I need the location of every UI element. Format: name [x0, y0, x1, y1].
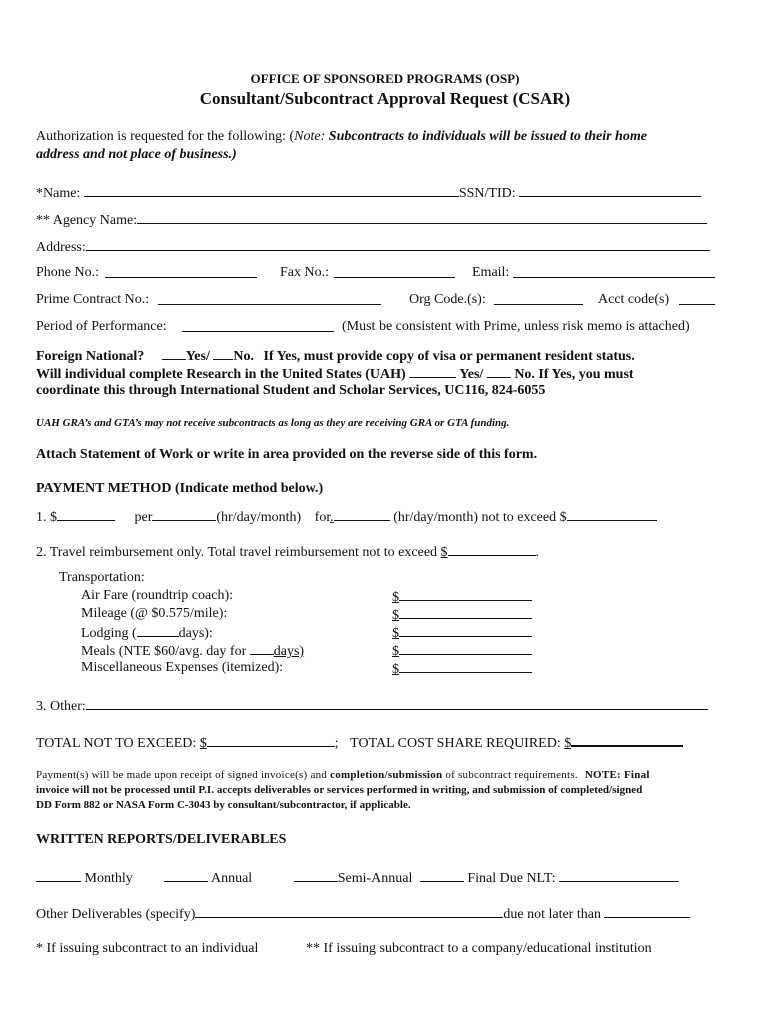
- semi-annual-field[interactable]: [294, 868, 338, 882]
- period-note: (Must be consistent with Prime, unless risk memo is attached): [342, 319, 690, 334]
- meals-label: Meals (NTE $60/avg. day for days): [81, 641, 304, 660]
- final-due-blank[interactable]: [420, 868, 464, 882]
- period-field-wrap: [182, 318, 334, 337]
- reports-heading: WRITTEN REPORTS/DELIVERABLES: [36, 832, 287, 847]
- travel-limit-field[interactable]: [448, 542, 536, 556]
- agency-field[interactable]: [137, 210, 707, 224]
- acct-field-wrap: [679, 291, 715, 310]
- prime-label: Prime Contract No.:: [36, 292, 150, 307]
- monthly-field[interactable]: [36, 868, 81, 882]
- gra-note: UAH GRA’s and GTA’s may not receive subcontracts as long as they are receiving GRA or GTA funding.: [36, 417, 510, 429]
- acct-label: Acct code(s): [598, 292, 670, 307]
- lodging-days-field[interactable]: [137, 623, 179, 637]
- agency-row: [36, 210, 707, 229]
- ssn-field[interactable]: [519, 183, 701, 197]
- other-label: 3. Other:: [36, 699, 86, 714]
- rate-field[interactable]: [57, 507, 115, 521]
- airfare-label: Air Fare (roundtrip coach):: [81, 588, 233, 603]
- intro-line-1: Authorization is requested for the following: (Note: Subcontracts to individuals will be issued to their home: [36, 129, 647, 144]
- other-row: [36, 696, 708, 715]
- due-date-field[interactable]: [604, 904, 690, 918]
- foreign-no-field[interactable]: [213, 346, 233, 360]
- misc-label: Miscellaneous Expenses (itemized):: [81, 660, 284, 675]
- org-field[interactable]: [494, 291, 583, 305]
- lodging-amount[interactable]: $: [392, 623, 532, 642]
- address-field[interactable]: [86, 237, 710, 251]
- fax-field[interactable]: [334, 264, 455, 278]
- period-label: Period of Performance:: [36, 319, 167, 334]
- misc-amount[interactable]: $: [392, 659, 532, 678]
- fax-label: Fax No.:: [280, 265, 329, 280]
- form-title: Consultant/Subcontract Approval Request (CSAR): [199, 89, 571, 108]
- us-no-field[interactable]: [487, 364, 511, 378]
- foreign-row-2: Will individual complete Research in the United States (UAH) Yes/ No. If Yes, you must: [36, 364, 634, 383]
- us-yes-field[interactable]: [409, 364, 456, 378]
- attach-note: Attach Statement of Work or write in area provided on the reverse side of this form.: [36, 447, 538, 462]
- foreign-row-1: Foreign National? Yes/ No. If Yes, must provide copy of visa or permanent resident status.: [36, 346, 635, 365]
- payment-heading: PAYMENT METHOD (Indicate method below.): [36, 481, 324, 496]
- total-field[interactable]: [207, 733, 335, 747]
- email-label: Email:: [472, 265, 510, 280]
- footnote-company: ** If issuing subcontract to a company/educational institution: [306, 941, 652, 956]
- other-field[interactable]: [86, 696, 708, 710]
- prime-field[interactable]: [158, 291, 381, 305]
- footnote-individual: * If issuing subcontract to an individual: [36, 941, 259, 956]
- name-row: [36, 183, 701, 202]
- fax-field-wrap: [334, 264, 455, 283]
- address-label: Address:: [36, 240, 86, 255]
- duration-field[interactable]: [334, 507, 390, 521]
- totals-row: TOTAL NOT TO EXCEED: $ ; TOTAL COST SHARE REQUIRED: $: [36, 732, 683, 752]
- payment-line-2: 2. Travel reimbursement only. Total travel reimbursement not to exceed $ .: [36, 542, 539, 561]
- annual-field[interactable]: [164, 868, 208, 882]
- lodging-label: Lodging ( days):: [81, 623, 213, 642]
- final-due-field[interactable]: [559, 868, 679, 882]
- foreign-row-3: coordinate this through International Student and Scholar Services, UC116, 824-6055: [36, 383, 546, 398]
- invoice-line-3: DD Form 882 or NASA Form C-3043 by consultant/subcontractor, if applicable.: [36, 799, 411, 811]
- phone-field-wrap: [105, 264, 257, 283]
- phone-field[interactable]: [105, 264, 257, 278]
- agency-label: ** Agency Name:: [36, 213, 138, 228]
- phone-label: Phone No.:: [36, 265, 99, 280]
- acct-field[interactable]: [679, 291, 715, 305]
- invoice-line-1: Payment(s) will be made upon receipt of signed invoice(s) and completion/submission of subcontract requirements. NOTE: Final: [36, 769, 650, 781]
- rate-unit-field[interactable]: [152, 507, 216, 521]
- airfare-amount[interactable]: $: [392, 587, 532, 606]
- meals-amount[interactable]: $: [392, 641, 532, 660]
- payment-line-1: 1. $ per (hr/day/month) for. (hr/day/month) not to exceed $: [36, 507, 657, 526]
- prime-field-wrap: [158, 291, 381, 310]
- other-deliverables-row: Other Deliverables (specify) due not later than: [36, 904, 690, 923]
- org-field-wrap: [494, 291, 583, 310]
- name-field[interactable]: [84, 183, 459, 197]
- meals-days-field[interactable]: [250, 641, 274, 655]
- foreign-yes-field[interactable]: [162, 346, 186, 360]
- intro-line-2: address and not place of business.): [36, 147, 237, 162]
- mileage-amount[interactable]: $: [392, 605, 532, 624]
- email-field[interactable]: [513, 264, 715, 278]
- invoice-line-2: invoice will not be processed until P.I. accepts deliverables or services performed in writing, and submission of completed/signed: [36, 784, 643, 796]
- reports-frequency-row: Monthly Annual Semi-Annual Final Due NLT:: [36, 868, 679, 887]
- other-deliverables-field[interactable]: [195, 904, 503, 918]
- org-label: Org Code.(s):: [409, 292, 486, 307]
- ssn-label: SSN/TID:: [458, 186, 516, 201]
- transport-label: Transportation:: [59, 570, 145, 585]
- period-field[interactable]: [182, 318, 334, 332]
- not-exceed-field[interactable]: [567, 507, 657, 521]
- cost-share-field[interactable]: [571, 732, 683, 747]
- name-label: *Name:: [36, 186, 81, 201]
- email-field-wrap: [513, 264, 715, 283]
- address-row: [36, 237, 710, 256]
- office-heading: OFFICE OF SPONSORED PROGRAMS (OSP): [250, 71, 520, 86]
- mileage-label: Mileage (@ $0.575/mile):: [81, 606, 228, 621]
